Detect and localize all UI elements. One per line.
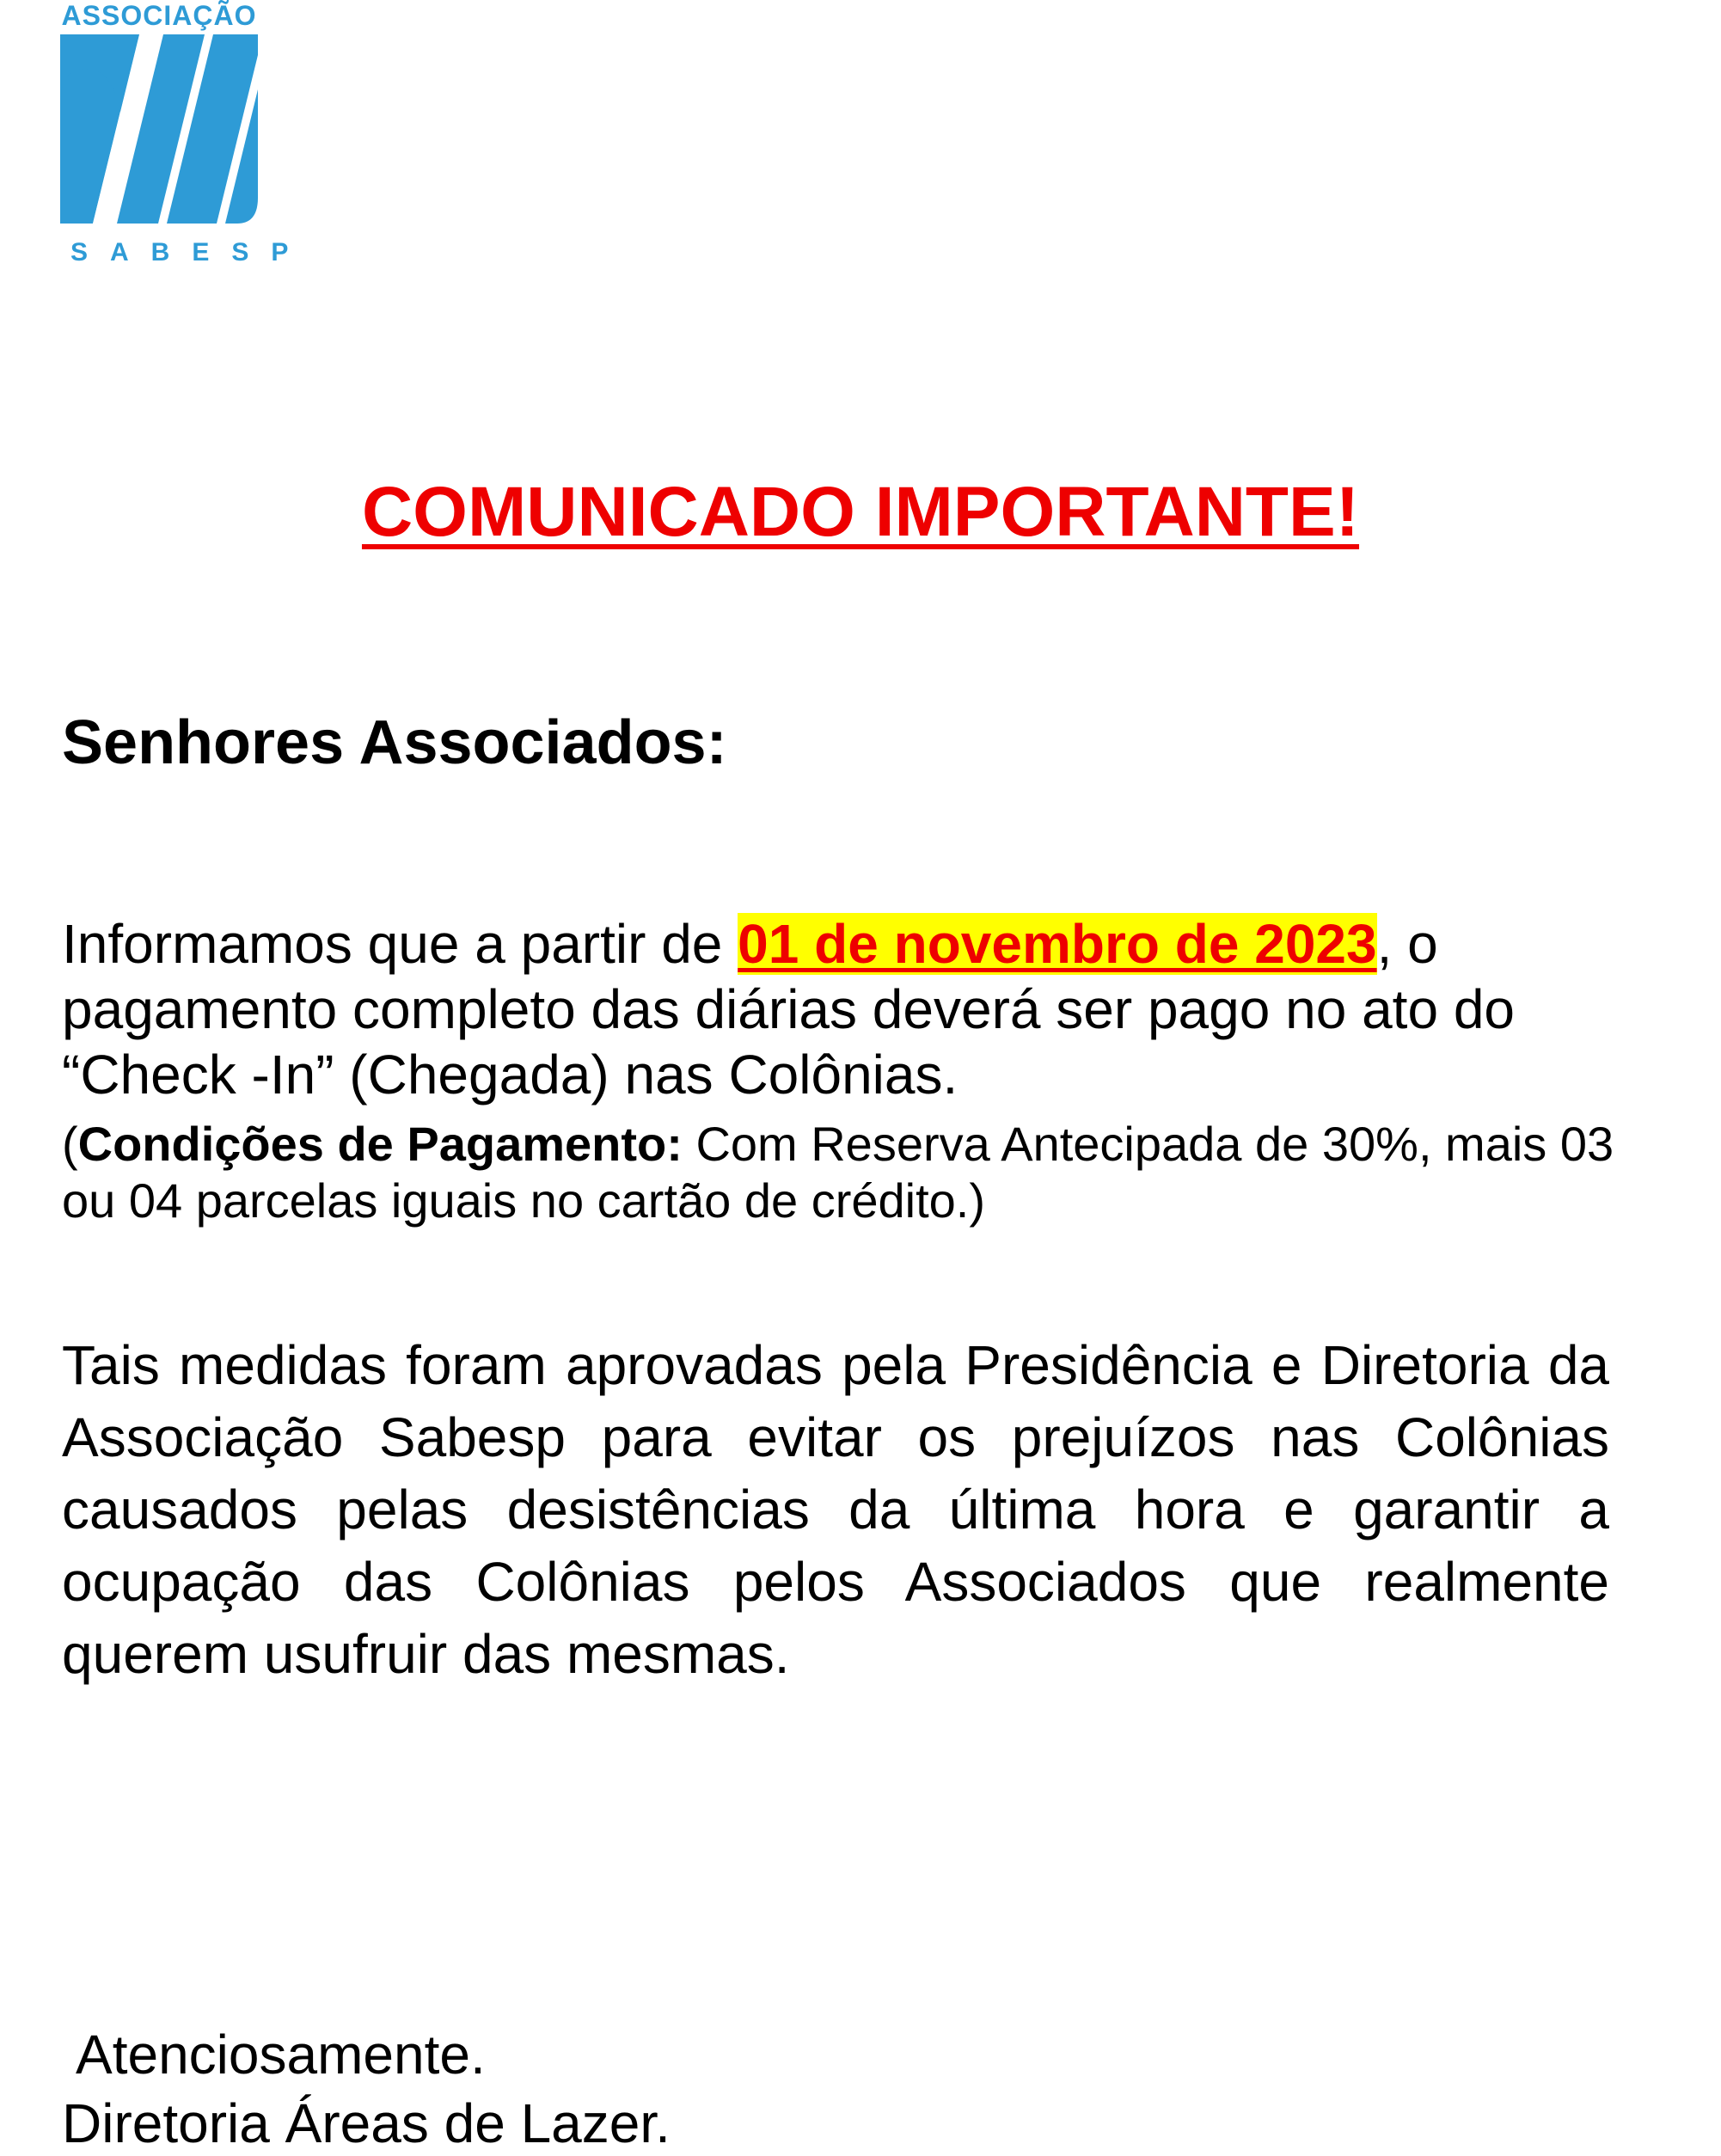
conditions-open: ( (62, 1117, 78, 1171)
association-logo (60, 0, 311, 268)
paragraph1-after: , o pagamento completo das diárias deverá ser pago no ato do “Check -In” (Chegada) nas Colônias. (62, 913, 1515, 1106)
logo-bottom-text: SABESP (70, 238, 311, 266)
announcement-paragraph (62, 911, 1644, 1107)
logo-stripes-icon (60, 34, 258, 234)
signature: Diretoria Áreas de Lazer. (62, 2092, 671, 2154)
conditions-text: Com Reserva Antecipada de 30%, mais 03 ou 04 parcelas iguais no cartão de crédito.) (62, 1117, 1614, 1228)
notice-title: COMUNICADO IMPORTANTE! (361, 473, 1360, 551)
greeting: Senhores Associados: (62, 708, 727, 777)
paragraph1-before: Informamos que a partir de (62, 913, 738, 975)
conditions-label: Condições de Pagamento: (77, 1117, 683, 1171)
justification-paragraph: Tais medidas foram aprovadas pela Presidência e Diretoria da Associação Sabesp para evitar os prejuízos nas Colônias causados pelas desistências da última hora e garantir a ocupação das Colônias pelos Associados que realmente querem usufruir das mesmas. (62, 1334, 1609, 1685)
logo-top-text: ASSOCIAÇÃO (61, 0, 257, 31)
effective-date: 01 de novembro de 2023 (738, 913, 1377, 975)
closing: Atenciosamente. (76, 2024, 486, 2086)
payment-conditions (62, 1116, 1644, 1229)
